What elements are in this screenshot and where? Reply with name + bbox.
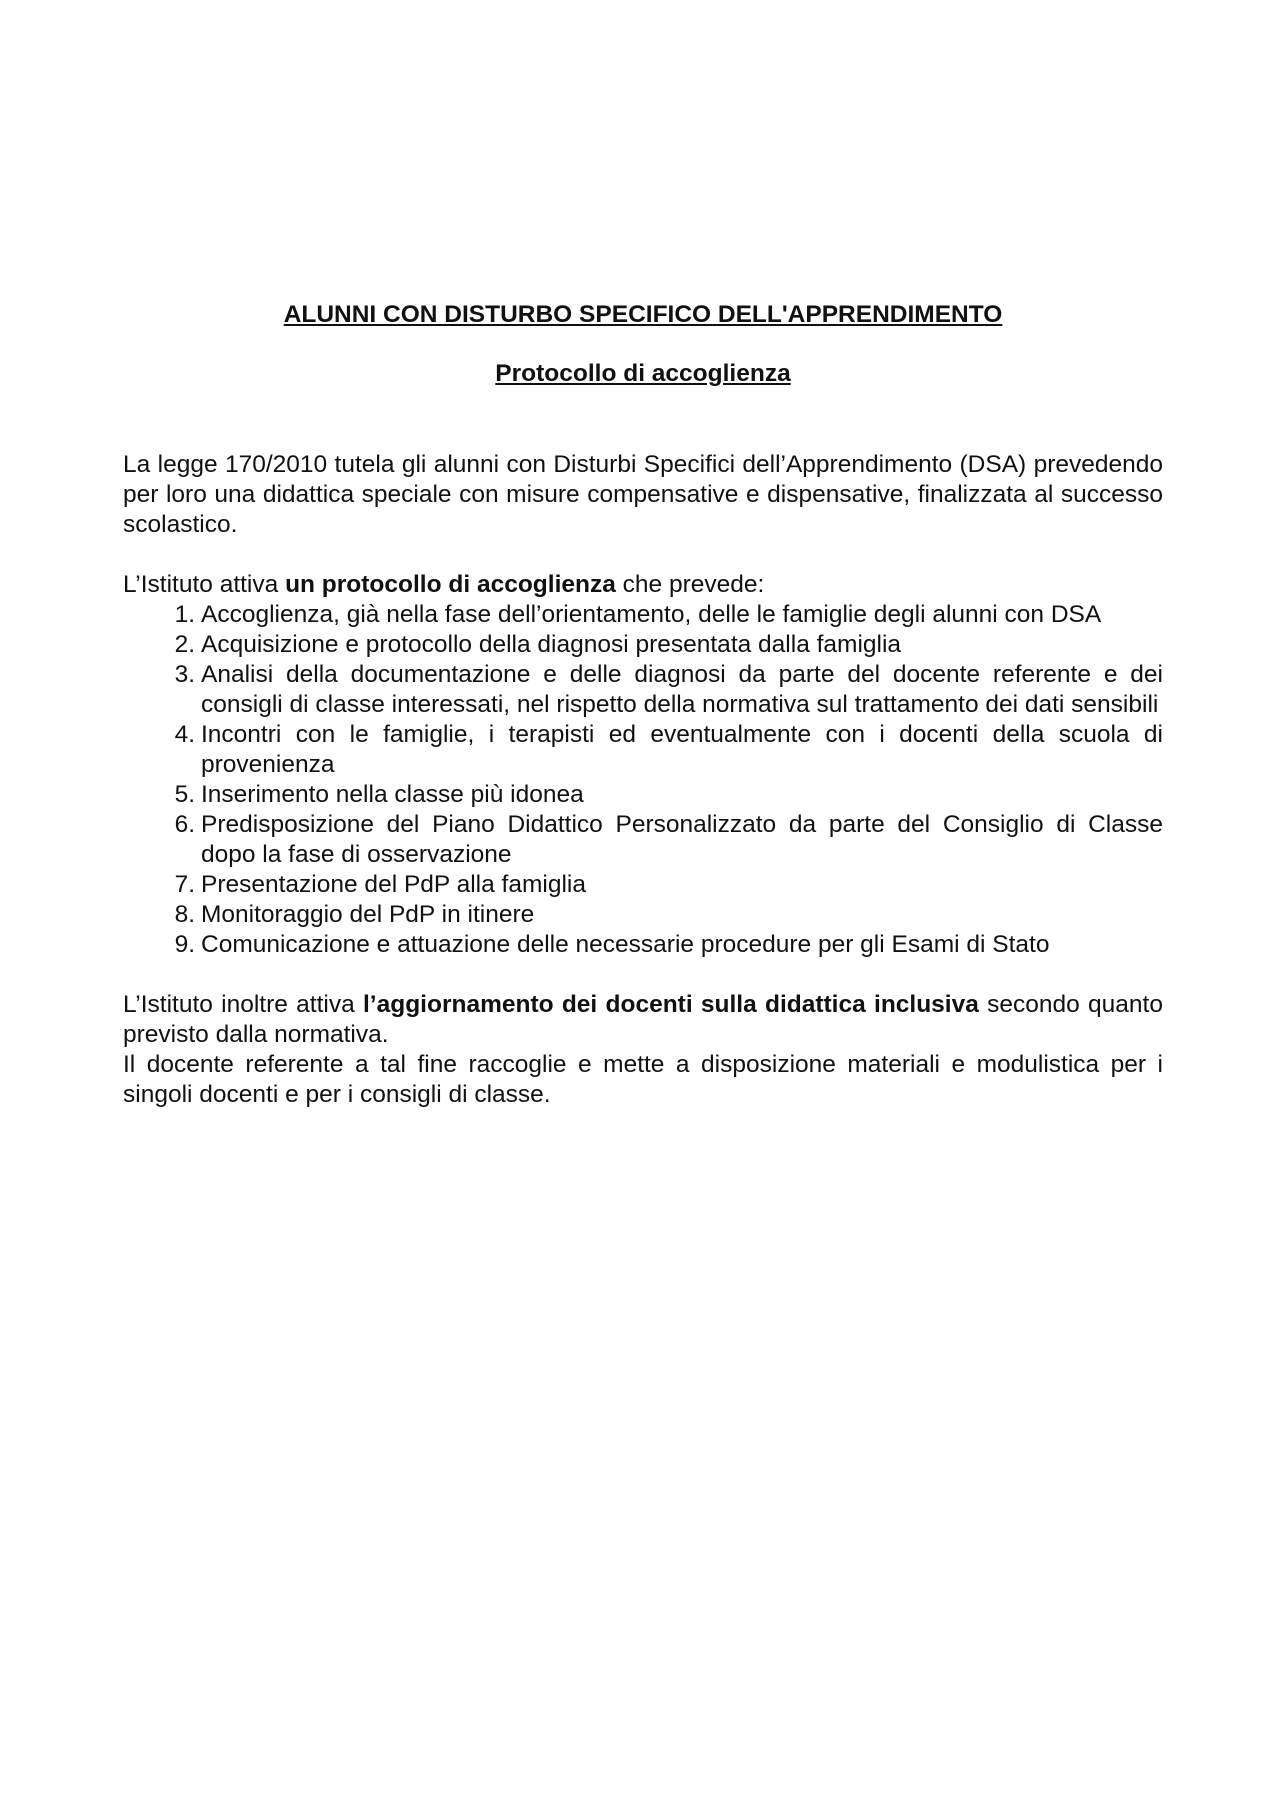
document-content <box>123 300 1163 1110</box>
list-item-number: 2. <box>174 631 195 658</box>
list-item <box>123 930 1163 960</box>
protocol-intro-before: L’Istituto attiva <box>123 571 286 598</box>
list-item-text: Analisi della documentazione e delle diagnosi da parte del docente referente e dei consigli di classe interessati, nel rispetto della normativa sul trattamento dei dati sensibili <box>201 661 1163 718</box>
list-item <box>123 900 1163 930</box>
list-item-number: 5. <box>174 781 195 808</box>
list-item-text: Inserimento nella classe più idonea <box>201 781 584 808</box>
protocol-steps-list <box>123 600 1163 960</box>
protocol-intro-after: che prevede: <box>615 571 765 598</box>
protocol-intro-bold: un protocollo di accoglienza <box>285 571 616 598</box>
update-before: L’Istituto inoltre attiva <box>123 991 363 1018</box>
list-item-number: 9. <box>174 931 195 958</box>
list-item-number: 8. <box>174 901 195 928</box>
list-item <box>123 870 1163 900</box>
list-item <box>123 720 1163 780</box>
list-item-number: 3. <box>174 661 195 688</box>
list-item <box>123 630 1163 660</box>
list-item-text: Presentazione del PdP alla famiglia <box>201 871 586 898</box>
list-item <box>123 600 1163 630</box>
list-item-text: Comunicazione e attuazione delle necessarie procedure per gli Esami di Stato <box>201 931 1050 958</box>
list-item-number: 1. <box>174 601 195 628</box>
list-item-number: 6. <box>174 811 195 838</box>
list-item <box>123 810 1163 870</box>
final-paragraph: Il docente referente a tal fine raccoglie e mette a disposizione materiali e modulistica per i singoli docenti e per i consigli di classe. <box>123 1051 1163 1108</box>
list-item-text: Predisposizione del Piano Didattico Personalizzato da parte del Consiglio di Classe dopo la fase di osservazione <box>201 811 1163 868</box>
list-item <box>123 780 1163 810</box>
list-item-text: Monitoraggio del PdP in itinere <box>201 901 535 928</box>
list-item-number: 4. <box>174 721 195 748</box>
list-item-text: Acquisizione e protocollo della diagnosi presentata dalla famiglia <box>201 631 902 658</box>
list-item-text: Incontri con le famiglie, i terapisti ed eventualmente con i docenti della scuola di provenienza <box>201 721 1163 778</box>
update-bold: l’aggiornamento dei docenti sulla didattica inclusiva <box>363 991 979 1018</box>
intro-paragraph: La legge 170/2010 tutela gli alunni con Disturbi Specifici dell’Apprendimento (DSA) prevedendo per loro una didattica speciale con misure compensative e dispensative, finalizzata al successo scolastico. <box>123 451 1163 538</box>
page-subtitle: Protocollo di accoglienza <box>495 360 791 387</box>
page-title: ALUNNI CON DISTURBO SPECIFICO DELL'APPRENDIMENTO <box>283 301 1003 328</box>
list-item-text: Accoglienza, già nella fase dell’orientamento, delle le famiglie degli alunni con DSA <box>201 601 1102 628</box>
update-after: secondo quanto previsto dalla normativa. <box>123 991 1163 1048</box>
list-item-number: 7. <box>174 871 195 898</box>
teacher-update-paragraph <box>123 990 1163 1050</box>
protocol-intro-paragraph <box>123 570 1163 600</box>
list-item <box>123 660 1163 720</box>
